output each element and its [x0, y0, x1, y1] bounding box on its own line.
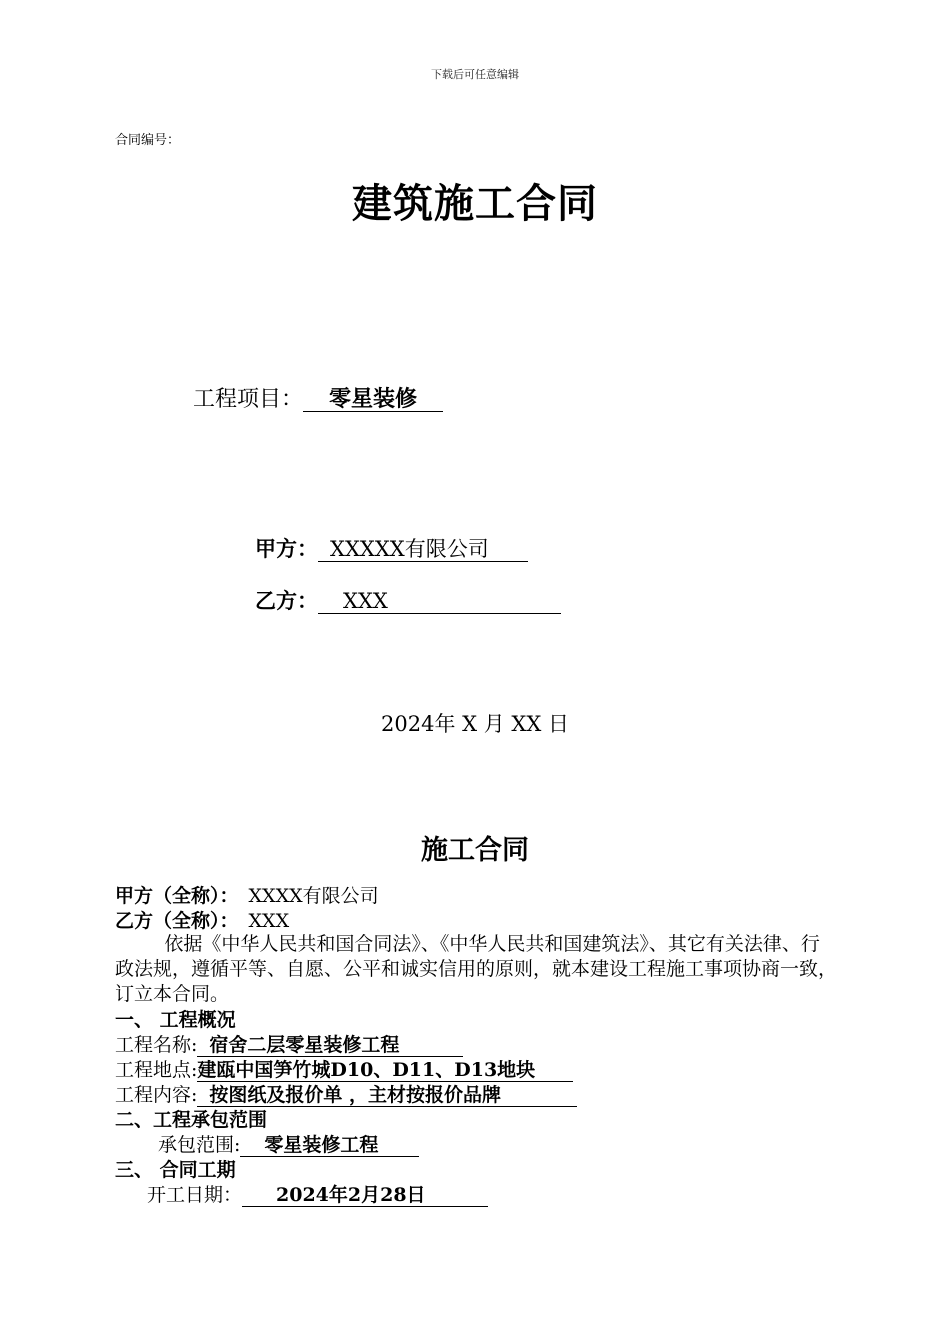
contract-title: 施工合同 [421, 835, 529, 866]
project-name-line [115, 1033, 463, 1058]
cover-title: 建筑施工合同 [352, 180, 598, 227]
cover-party-b-value: XXX [318, 589, 561, 614]
section-2-title: 二、工程承包范围 [115, 1109, 268, 1131]
party-b-line [115, 909, 289, 934]
project-line [193, 382, 443, 413]
project-value: 零星装修 [303, 387, 443, 412]
start-date-line [147, 1183, 488, 1208]
project-content-line [115, 1083, 577, 1108]
contract-number-label: 合同编号： [115, 133, 181, 148]
cover-party-a-value: XXXXX有限公司 [318, 537, 528, 562]
scope-label: 承包范围: [158, 1134, 241, 1156]
section-1-title: 一、 工程概况 [115, 1009, 236, 1031]
cover-party-b [255, 585, 561, 615]
project-label: 工程项目： [193, 387, 304, 412]
start-date-label: 开工日期： [147, 1184, 243, 1206]
project-location-line [115, 1058, 573, 1083]
scope-value: 零星装修工程 [240, 1135, 419, 1157]
cover-party-a [255, 533, 528, 563]
project-location-value: 建瓯中国笋竹城D10、D11、D13地块 [197, 1060, 573, 1082]
project-location-label: 工程地点: [115, 1059, 198, 1081]
cover-party-a-label: 甲方： [255, 536, 318, 561]
party-b-value: XXX [248, 910, 290, 932]
start-date-value: 2024年2月28日 [242, 1185, 488, 1207]
party-b-label: 乙方（全称）： [115, 910, 239, 932]
project-content-label: 工程内容: [115, 1084, 198, 1106]
page-header-note: 下载后可任意编辑 [431, 68, 519, 81]
party-a-label: 甲方（全称）： [115, 885, 239, 907]
intro-paragraph: 依据《中华人民共和国合同法》、《中华人民共和国建筑法》、其它有关法律、行政法规，遵循平等、自愿、公平和诚实信用的原则，就本建设工程施工事项协商一致，订立本合同。 [115, 933, 838, 1005]
project-name-value: 宿舍二层零星装修工程 [197, 1035, 463, 1057]
scope-line [158, 1133, 419, 1158]
cover-party-b-label: 乙方： [255, 588, 318, 613]
party-a-line [115, 884, 379, 909]
project-name-label: 工程名称: [115, 1034, 198, 1056]
party-a-value: XXXX有限公司 [248, 885, 379, 907]
cover-date: 2024年 X 月 XX 日 [381, 712, 569, 736]
project-content-value: 按图纸及报价单 ，主材按报价品牌 [197, 1085, 577, 1107]
section-3-title: 三、 合同工期 [115, 1159, 236, 1181]
